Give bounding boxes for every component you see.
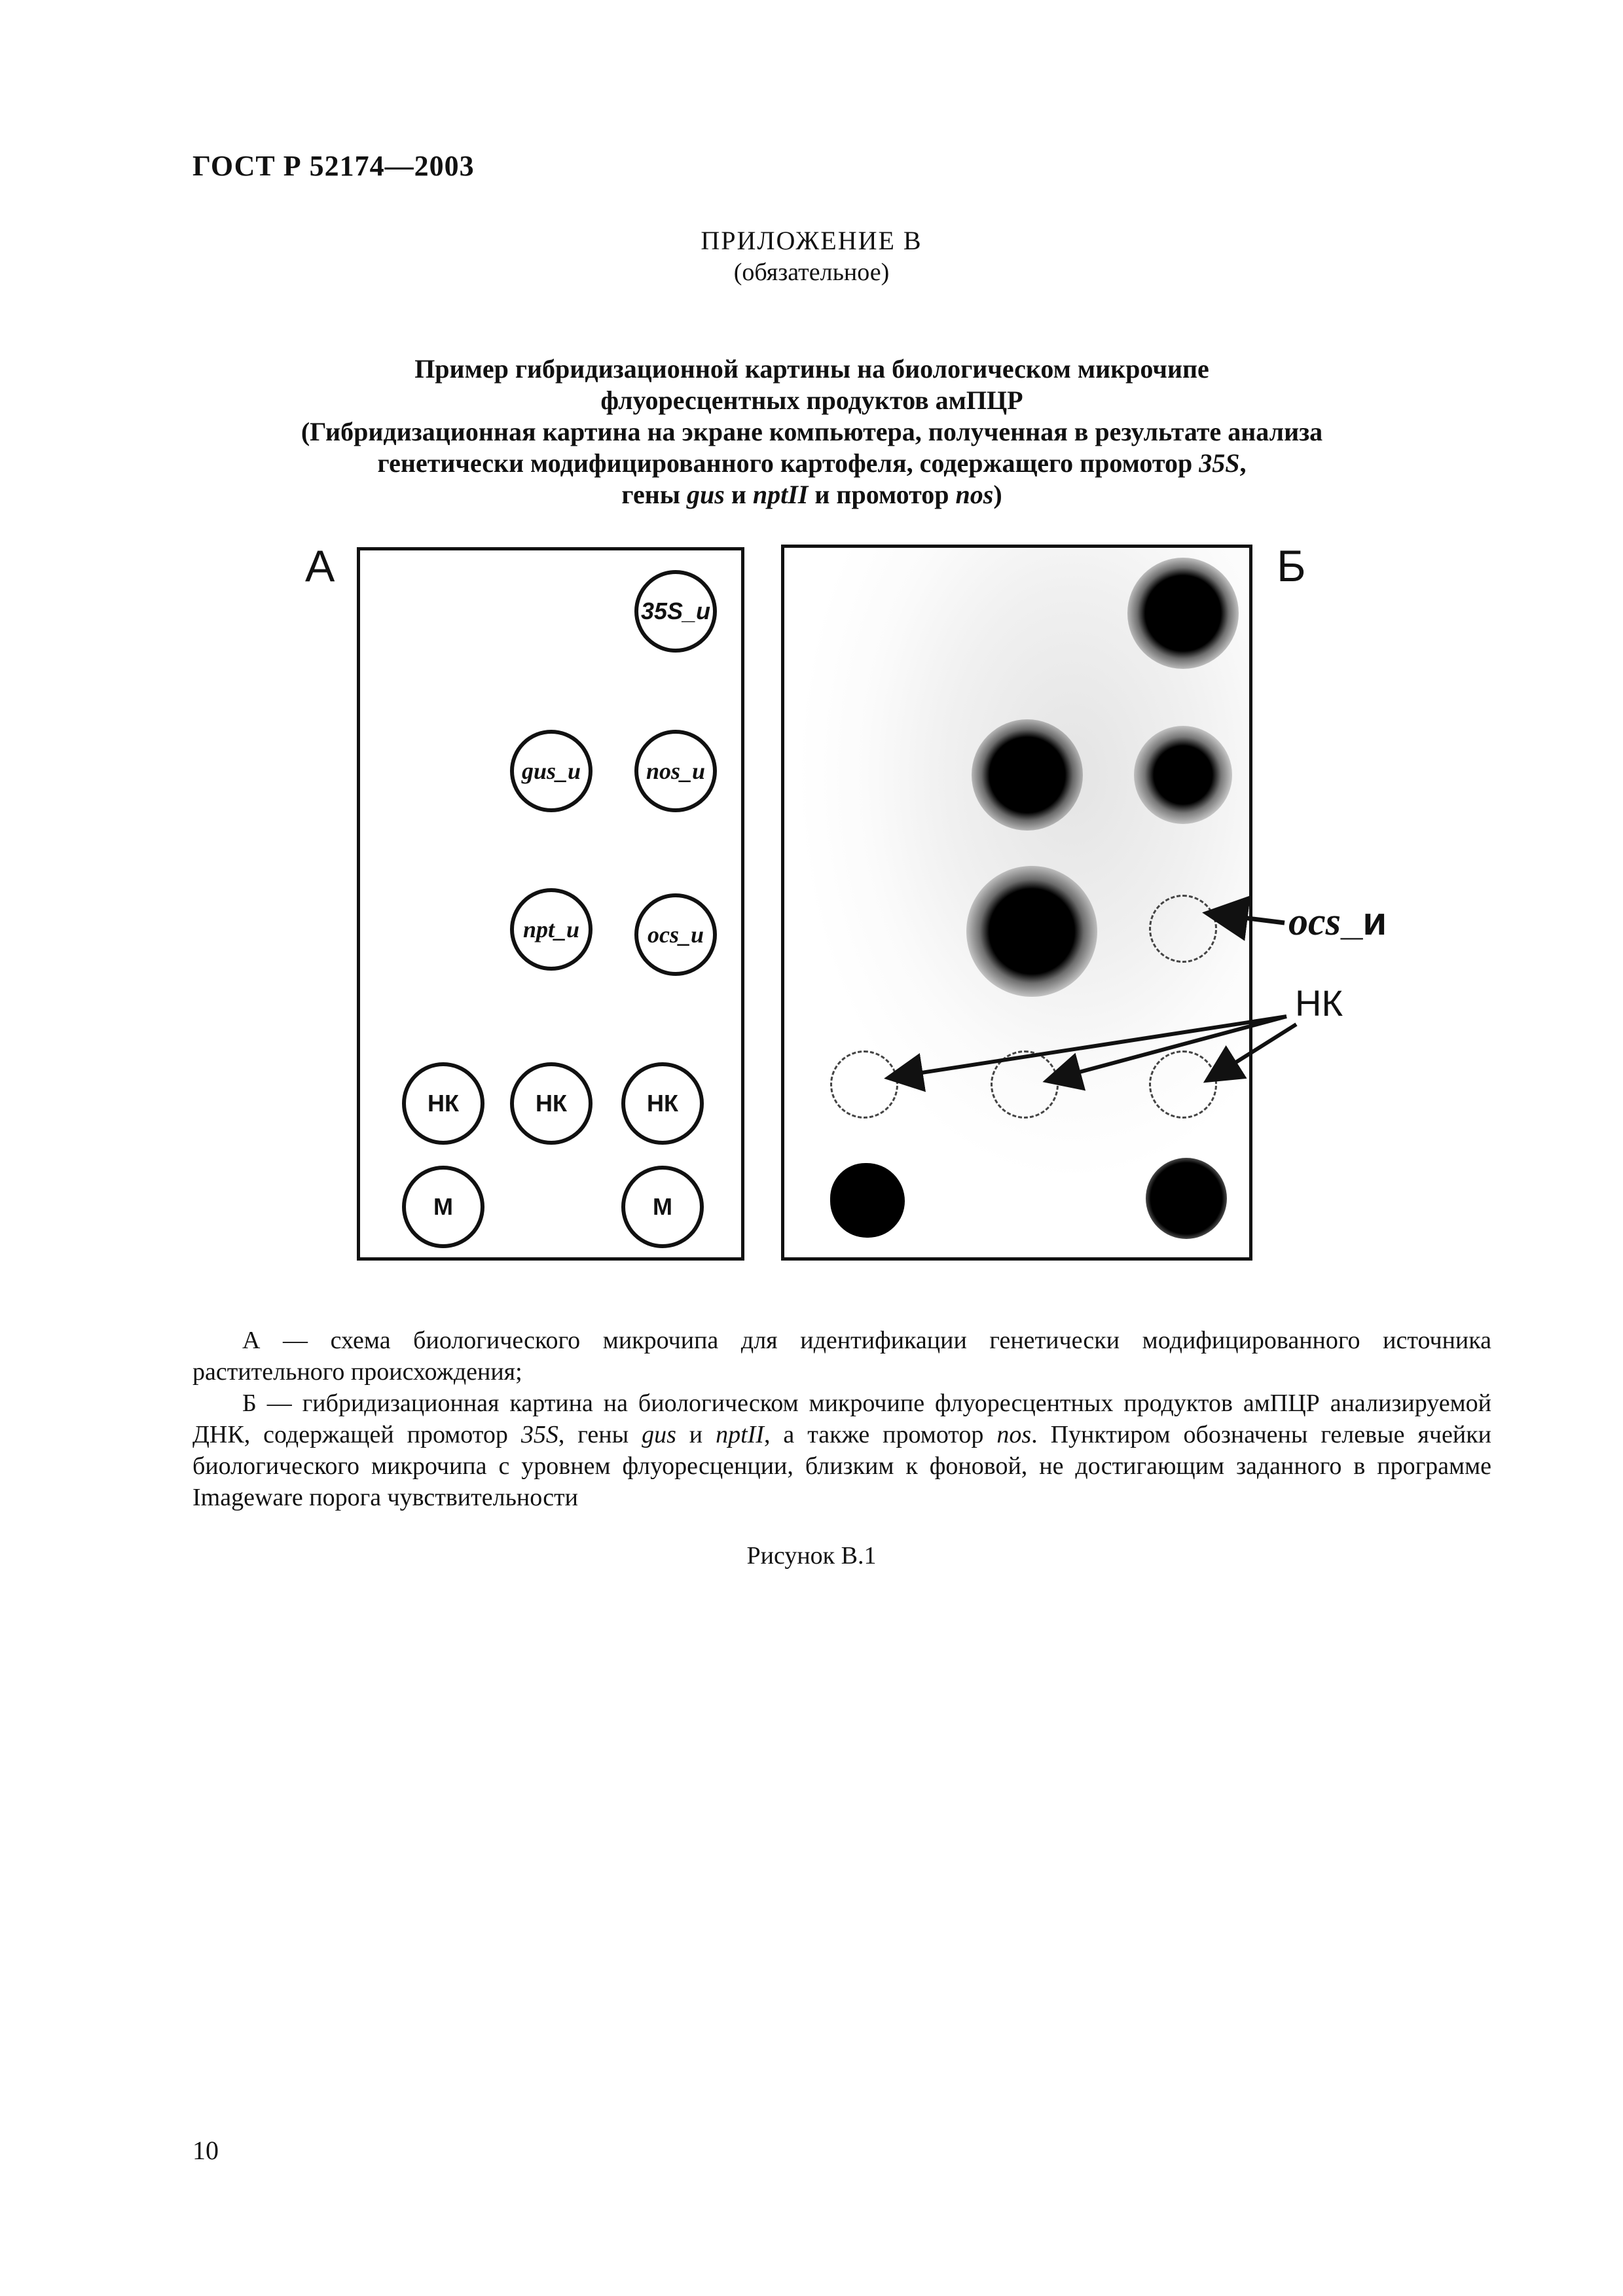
figure-title-line-1: Пример гибридизационной картины на биологическом микрочипе xyxy=(414,354,1209,384)
title-italic: gus xyxy=(687,480,725,509)
cell-nk-label: НК xyxy=(428,1090,459,1117)
label-ocs-italic: ocs xyxy=(1288,900,1341,943)
spot-35s xyxy=(1127,558,1239,669)
title-text: и промотор xyxy=(808,480,956,509)
cell-nk-label: НК xyxy=(536,1090,567,1117)
label-nk: НК xyxy=(1295,982,1343,1024)
spot-npt xyxy=(966,866,1097,997)
page-number: 10 xyxy=(192,2136,219,2165)
title-text: и xyxy=(724,480,753,509)
cell-nk-1 xyxy=(402,1062,484,1145)
title-italic: nptII xyxy=(752,480,809,509)
title-text: генетически модифицированного картофеля, содержащего промотор xyxy=(377,448,1199,478)
caption-b xyxy=(192,1388,1491,1513)
spot-nk-2-dashed xyxy=(991,1050,1059,1119)
title-italic: 35S xyxy=(1199,448,1240,478)
title-text: ) xyxy=(993,480,1002,509)
caption-text: , гены xyxy=(558,1421,642,1448)
cell-m-label: М xyxy=(433,1193,453,1220)
figure-name: Рисунок В.1 xyxy=(746,1542,877,1570)
caption-a: А — схема биологического микрочипа для идентификации генетически модифицированного источника растительного происхождения; xyxy=(192,1327,1491,1386)
panel-a-scheme xyxy=(357,547,744,1261)
cell-nos-label: nos_и xyxy=(646,758,706,784)
cell-ocs-label: ocs_и xyxy=(647,922,704,948)
caption-italic: nos xyxy=(996,1421,1032,1448)
caption-text: Б — гибридизационная картина на биологическом микрочипе флуоресцентных продуктов амПЦР анализируемой ДНК, содержащей промотор xyxy=(192,1390,1491,1448)
title-text: , xyxy=(1239,448,1247,478)
spot-nk-1-dashed xyxy=(830,1050,898,1119)
cell-nk-2 xyxy=(510,1062,593,1145)
figure-title-line-3: (Гибридизационная картина на экране компьютера, полученная в результате анализа xyxy=(301,417,1323,446)
label-ocs-suffix: _и xyxy=(1340,899,1387,943)
cell-m-2 xyxy=(621,1166,704,1248)
document-header: ГОСТ Р 52174—2003 xyxy=(192,150,475,182)
spot-m-2 xyxy=(1146,1158,1227,1239)
cell-nk-3 xyxy=(621,1062,704,1145)
appendix-title: ПРИЛОЖЕНИЕ В xyxy=(701,226,922,255)
figure-title xyxy=(249,353,1375,511)
label-ocs xyxy=(1288,899,1387,944)
title-text: гены xyxy=(621,480,687,509)
cell-ocs xyxy=(634,893,717,976)
cell-m-label: М xyxy=(653,1193,672,1220)
cell-npt-label: npt_и xyxy=(522,916,580,942)
spot-nk-3-dashed xyxy=(1149,1050,1217,1119)
cell-nk-label: НК xyxy=(647,1090,678,1117)
spot-ocs-dashed xyxy=(1149,895,1217,963)
cell-35s-label: 35S_и xyxy=(640,598,711,624)
cell-gus-label: gus_и xyxy=(521,758,581,784)
caption-italic: gus xyxy=(642,1421,676,1448)
caption-text: , а также промотор xyxy=(763,1421,997,1448)
figure-title-line-5 xyxy=(249,479,1375,511)
cell-gus xyxy=(510,730,593,812)
caption-text: . Пунктиром обозначены гелевые ячейки биологического микрочипа с уровнем флуоресценции, близким к фоновой, не достигающим заданного в программе Imageware порога чувствительности xyxy=(192,1421,1491,1511)
figure-title-line-4 xyxy=(249,448,1375,479)
spot-gus xyxy=(972,719,1083,831)
panel-a-letter: А xyxy=(305,541,335,591)
cell-m-1 xyxy=(402,1166,484,1248)
cell-35s xyxy=(634,570,717,653)
cell-nos xyxy=(634,730,717,812)
caption-italic: 35S xyxy=(520,1421,558,1448)
figure-title-line-2: флуоресцентных продуктов амПЦР xyxy=(600,386,1023,415)
panel-b-letter: Б xyxy=(1277,541,1306,591)
caption-italic: nptII xyxy=(716,1421,764,1448)
title-italic: nos xyxy=(955,480,994,509)
spot-m-1 xyxy=(830,1163,905,1238)
panel-b-hybridization-image xyxy=(781,545,1252,1261)
appendix-status: (обязательное) xyxy=(733,259,890,286)
cell-npt xyxy=(510,888,593,971)
spot-nos xyxy=(1134,726,1232,824)
caption-text: и xyxy=(676,1421,716,1448)
